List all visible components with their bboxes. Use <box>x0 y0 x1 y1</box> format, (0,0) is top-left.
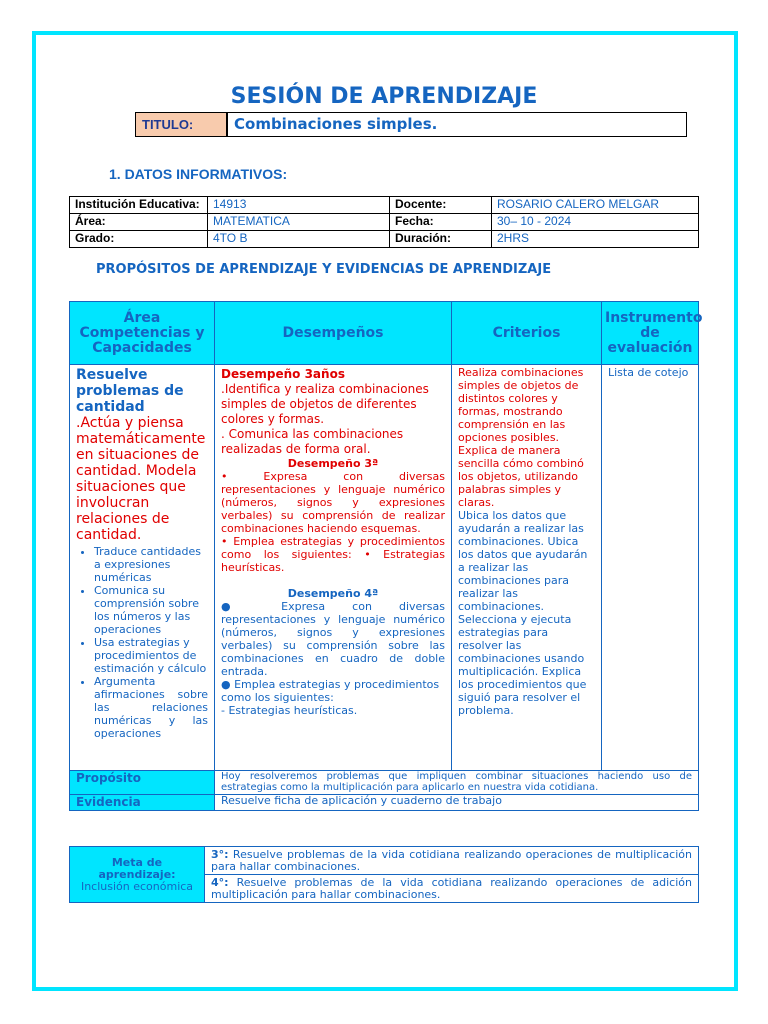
grade4-label: 4°: <box>211 875 229 889</box>
grade3-label: 3°: <box>211 847 229 861</box>
table-row <box>70 197 699 214</box>
meta-table <box>69 846 699 903</box>
competencias-cell <box>70 365 215 771</box>
info-key: Docente: <box>390 197 492 214</box>
desempeno-3anos-text2: . Comunica las combinaciones realizadas de forma oral. <box>221 427 404 456</box>
info-key: Fecha: <box>390 214 492 231</box>
propositos-heading: PROPÓSITOS DE APRENDIZAJE Y EVIDENCIAS DE APRENDIZAJE <box>96 262 552 277</box>
instrumento-cell <box>602 365 699 771</box>
titulo-label: TITULO: <box>136 113 228 136</box>
list-item: • Usa estrategias y procedimientos de estimación y cálculo <box>94 636 208 675</box>
table-row <box>70 214 699 231</box>
desempeno-3-title: Desempeño 3ª <box>287 457 379 470</box>
header-desempenos: Desempeños <box>215 302 452 365</box>
criterios-cell <box>452 365 602 771</box>
header-area: Área Competencias y Capacidades <box>70 302 215 365</box>
desempeno-4-text1: ● Expresa con diversas representaciones y lenguaje numérico (números, signos y expresiones verbales) su comprensión sobre las combinaciones en cuadro de doble entrada. <box>221 600 445 678</box>
propositos-table <box>69 301 703 811</box>
list-item: • Traduce cantidades a expresiones numéricas <box>94 545 208 584</box>
list-item: • Comunica su comprensión sobre los números y las operaciones <box>94 584 208 636</box>
info-value: 2HRS <box>492 231 699 248</box>
criterios-red: Realiza combinaciones simples de objetos de distintos colores y formas, mostrando comprensión en las opciones posibles. Explica de manera sencilla cómo combinó los objetos, utilizando palabras simples y claras. <box>458 366 584 509</box>
info-value: 30– 10 - 2024 <box>492 214 699 231</box>
proposito-label: Propósito <box>70 771 215 795</box>
table-row <box>70 847 699 875</box>
info-value: MATEMATICA <box>208 214 390 231</box>
capacidades-list <box>76 545 208 740</box>
datos-heading: 1. DATOS INFORMATIVOS: <box>109 166 288 182</box>
page-title: SESIÓN DE APRENDIZAJE <box>230 84 538 109</box>
titulo-box <box>135 112 687 137</box>
desempeno-3anos-text1: .Identifica y realiza combinaciones simples de objetos de diferentes colores y formas. <box>221 382 429 426</box>
list-item: • Argumenta afirmaciones sobre las relaciones numéricas y las operaciones <box>94 675 208 740</box>
desempeno-3-text1: • Expresa con diversas representaciones y lenguaje numérico (números, signos y expresiones verbales) su comprensión de realizar combinaciones haciendo esquemas. <box>221 470 445 535</box>
table-row <box>70 795 699 811</box>
competencia-text: .Actúa y piensa matemáticamente en situaciones de cantidad. Modela situaciones que involucran relaciones de cantidad. <box>76 415 206 543</box>
competencia-title: Resuelve problemas de cantidad <box>76 367 184 415</box>
info-value: ROSARIO CALERO MELGAR <box>492 197 699 214</box>
info-value: 14913 <box>208 197 390 214</box>
meta-grade3 <box>205 847 699 875</box>
desempeno-4-title: Desempeño 4ª <box>287 587 379 600</box>
evidencia-text: Resuelve ficha de aplicación y cuaderno de trabajo <box>215 795 699 811</box>
info-key: Institución Educativa: <box>70 197 208 214</box>
criterios-blue: Ubica los datos que ayudarán a realizar las combinaciones. Ubica los datos que ayudarán a realizar las combinaciones para realizar las combinaciones. Selecciona y ejecuta estrategias para resolver las combinaciones usando multiplicación. Explica los procedimientos que siguió para resolver el problema. <box>458 509 588 717</box>
meta-label-cell <box>70 847 205 903</box>
meta-grade4 <box>205 875 699 903</box>
table-row <box>70 231 699 248</box>
grade4-text: Resuelve problemas de la vida cotidiana realizando operaciones de adición multiplicación para hallar combinaciones. <box>211 875 692 901</box>
info-value: 4TO B <box>208 231 390 248</box>
desempeno-3anos-title: Desempeño 3años <box>221 367 345 381</box>
header-criterios: Criterios <box>452 302 602 365</box>
meta-sublabel: Inclusión económica <box>80 879 194 893</box>
info-key: Grado: <box>70 231 208 248</box>
table-row <box>70 771 699 795</box>
desempeno-3-text2: • Emplea estrategias y procedimientos como los siguientes: • Estrategias heurísticas. <box>221 535 445 574</box>
info-key: Duración: <box>390 231 492 248</box>
info-key: Área: <box>70 214 208 231</box>
desempeno-4-text2: ● Emplea estrategias y procedimientos como los siguientes: <box>221 678 440 704</box>
proposito-text: Hoy resolveremos problemas que impliquen combinar situaciones haciendo uso de estrategias como la multiplicación para aplicarlo en nuestra vida cotidiana. <box>215 771 699 795</box>
desempenos-cell <box>215 365 452 771</box>
header-instrumento: Instrumento de evaluación <box>602 302 699 365</box>
instrumento-text: Lista de cotejo <box>608 366 689 379</box>
table-header-row <box>70 302 699 365</box>
meta-label: Meta de aprendizaje: <box>98 855 176 881</box>
titulo-value: Combinaciones simples. <box>234 115 438 133</box>
table-row <box>70 365 699 771</box>
desempeno-4-text3: - Estrategias heurísticas. <box>221 704 358 717</box>
grade3-text: Resuelve problemas de la vida cotidiana realizando operaciones de multiplicación para hallar combinaciones. <box>211 847 692 873</box>
datos-table <box>69 196 699 248</box>
evidencia-label: Evidencia <box>70 795 215 811</box>
